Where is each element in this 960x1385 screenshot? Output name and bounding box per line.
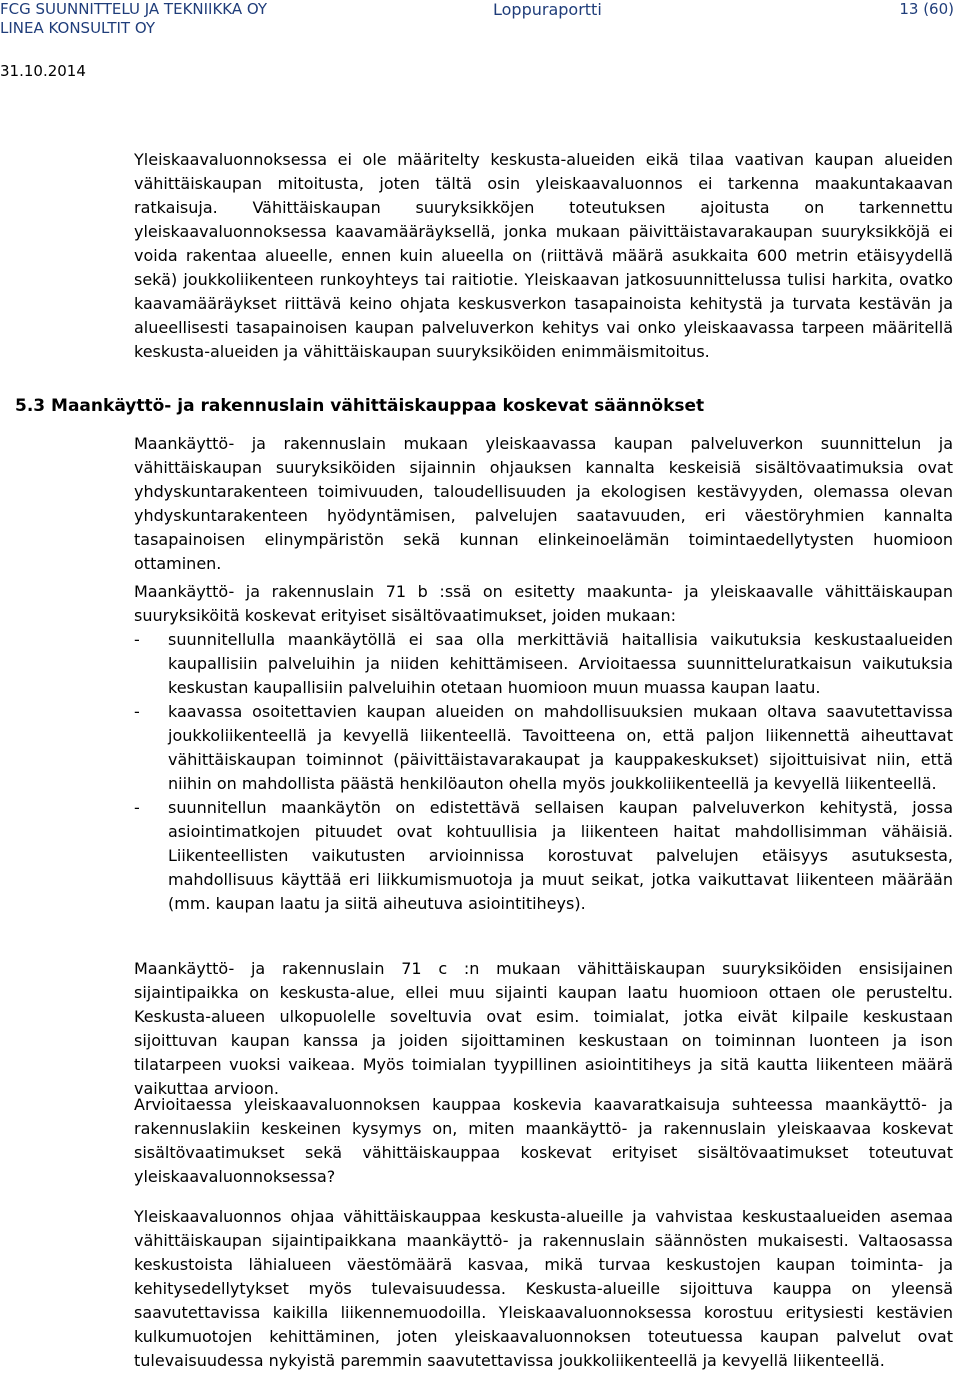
section-body-1 — [134, 432, 953, 576]
company-line-2: LINEA KONSULTIT OY — [0, 19, 156, 37]
list-item — [134, 628, 953, 700]
section-title: Maankäyttö- ja rakennuslain vähittäiskauppaa koskevat säännökset — [51, 396, 705, 416]
page-number: 13 (60) — [899, 0, 954, 18]
company-line-1: FCG SUUNNITTELU JA TEKNIIKKA OY — [0, 0, 268, 18]
document-title: Loppuraportti — [493, 0, 602, 19]
list-item-text: suunnitellulla maankäytöllä ei saa olla merkittäviä haitallisia vaikutuksia keskustaalueiden kaupallisiin palveluihin ja niiden kehittämiseen. Arvioitaessa suunnitteluratkaisun vaikutuksia keskustan kaupallisiin palveluihin otetaan huomioon muun muassa kaupan laatu. — [168, 630, 953, 697]
paragraph-4: Arvioitaessa yleiskaavaluonnoksen kauppaa koskevia kaavaratkaisuja suhteessa maankäyttö- ja rakennuslakiin keskeinen kysymys on, miten maankäyttö- ja rakennuslain yleiskaavaa koskevat sisältövaatimukset sekä vähittäiskauppaa koskevat erityiset sisältövaatimukset toteutuvat yleiskaavaluonnoksessa? — [134, 1095, 953, 1186]
document-date: 31.10.2014 — [0, 62, 86, 80]
company-names — [0, 0, 267, 38]
list-item-text: suunnitellun maankäytön on edistettävä sellaisen kaupan palveluverkon kehitystä, jossa asiointimatkojen pituudet ovat kohtuullisia ja liikenteen haitat mahdollisimman vähäisiä. Liikenteellisten vaikutusten arvioinnissa korostuvat palvelujen etäisyys asutuksesta, mahdollisuus käyttää eri liikkumismuotoja ja muut seikat, jotka vaikuttavat liikenteen määrään (mm. kaupan laatu ja siitä aiheutuva asiointitiheys). — [168, 798, 953, 913]
list-item-text: kaavassa osoitettavien kaupan alueiden on mahdollisuuksien mukaan oltava saavutettavissa joukkoliikenteellä ja kevyellä liikenteellä. Tavoitteena on, että paljon liikennettä aiheuttavat vähittäiskaupan toiminnot (päivittäistavarakaupat ja kauppakeskukset) sijoittuisivat niin, että niihin on mahdollista päästä henkilöauton ohella myös joukkoliikenteellä ja kevyellä liikenteellä. — [168, 702, 953, 793]
list-dash: - — [134, 798, 140, 817]
section-body-2 — [134, 580, 953, 916]
list-dash: - — [134, 702, 140, 721]
paragraph-2: Maankäyttö- ja rakennuslain 71 b :ssä on esitetty maakunta- ja yleiskaavalle vähittäiskaupan suuryksiköitä koskevat erityiset sisältövaatimukset, joiden mukaan: — [134, 582, 953, 625]
paragraph-5: Yleiskaavaluonnos ohjaa vähittäiskauppaa keskusta-alueille ja vahvistaa keskustaalueiden asemaa vähittäiskaupan sijaintipaikkana maankäyttö- ja rakennuslain säännösten mukaisesti. Valtaosassa keskustoista lähialueen väestömäärä kasvaa, mikä turvaa keskustojen kaupan toiminta- ja kehitysedellytykset myös tulevaisuudessa. Keskusta-alueille sijoittuva kauppa on yleensä saavutettavissa kaikilla liikennemuodoilla. Yleiskaavaluonnoksessa korostuu eritysiesti kestävien kulkumuotojen kehittäminen, joten yleiskaavaluonnoksen toteutuessa kaupan palvelut ovat tulevaisuudessa nykyistä paremmin saavutettavissa joukkoliikenteellä ja kevyellä liikenteellä. — [134, 1207, 953, 1370]
section-body-3 — [134, 957, 953, 1101]
section-number: 5.3 — [15, 396, 46, 416]
paragraph-1: Maankäyttö- ja rakennuslain mukaan yleiskaavassa kaupan palveluverkon suunnittelun ja vähittäiskaupan suuryksiköiden sijainnin ohjauksen kannalta keskeisiä sisältövaatimuksia ovat yhdyskuntarakenteen toimivuuden, taloudellisuuden ja ekologisen kestävyyden, olemassa olevan yhdyskuntarakenteen hyödyntämisen, palvelujen saatavuuden, eri väestöryhmien kannalta tasapainoisen elinympäristön sekä kunnan elinkeinoelämän toimintaedellytysten huomioon ottaminen. — [134, 434, 953, 573]
list-item — [134, 700, 953, 796]
paragraph-3: Maankäyttö- ja rakennuslain 71 c :n mukaan vähittäiskaupan suuryksiköiden ensisijainen sijaintipaikka on keskusta-alue, ellei muu sijainti kaupan laatu huomioon ottaen ole perusteltu. Keskusta-alueen ulkopuolelle soveltuvia ovat esim. toimialat, jotka eivät kilpaile keskustaan sijoittuvan kaupan kanssa ja joiden sijoittaminen keskustaan on toiminnan luonteen ja ison tilatarpeen vuoksi vaikeaa. Myös toimialan tyypillinen asiointitiheys ja sitä kautta liikenteen määrä vaikuttaa arvioon. — [134, 959, 953, 1098]
page-header — [0, 0, 960, 80]
list-dash: - — [134, 630, 140, 649]
requirements-list — [134, 628, 953, 916]
section-heading — [15, 394, 704, 418]
list-item — [134, 796, 953, 916]
intro-section — [134, 148, 953, 364]
section-body-4 — [134, 1093, 953, 1189]
intro-paragraph: Yleiskaavaluonnoksessa ei ole määritelty keskusta-alueiden eikä tilaa vaativan kaupan alueiden vähittäiskaupan mitoitusta, joten tältä osin yleiskaavaluonnos ei tarkenna maakuntakaavan ratkaisuja. Vähittäiskaupan suuryksikköjen toteutuksen ajoitusta on tarkennettu yleiskaavaluonnoksessa kaavamääräyksellä, jonka mukaan päivittäistavarakaupan suuryksikköjä ei voida rakentaa alueelle, ennen kuin alueella on (riittävä määrä asukkaita 600 metrin etäisyydellä sekä) joukkoliikenteen runkoyhteys tai raitiotie. Yleiskaavan jatkosuunnittelussa tulisi harkita, ovatko kaavamääräykset riittävä keino ohjata keskusverkon tasapainoista kehitystä ja turvata kestävän ja alueellisesti tasapainoisen kaupan palveluverkon kehitys vai onko yleiskaavassa tarpeen määritellä keskusta-alueiden ja vähittäiskaupan suuryksiköiden enimmäismitoitus. — [134, 150, 953, 361]
section-body-5 — [134, 1205, 953, 1373]
